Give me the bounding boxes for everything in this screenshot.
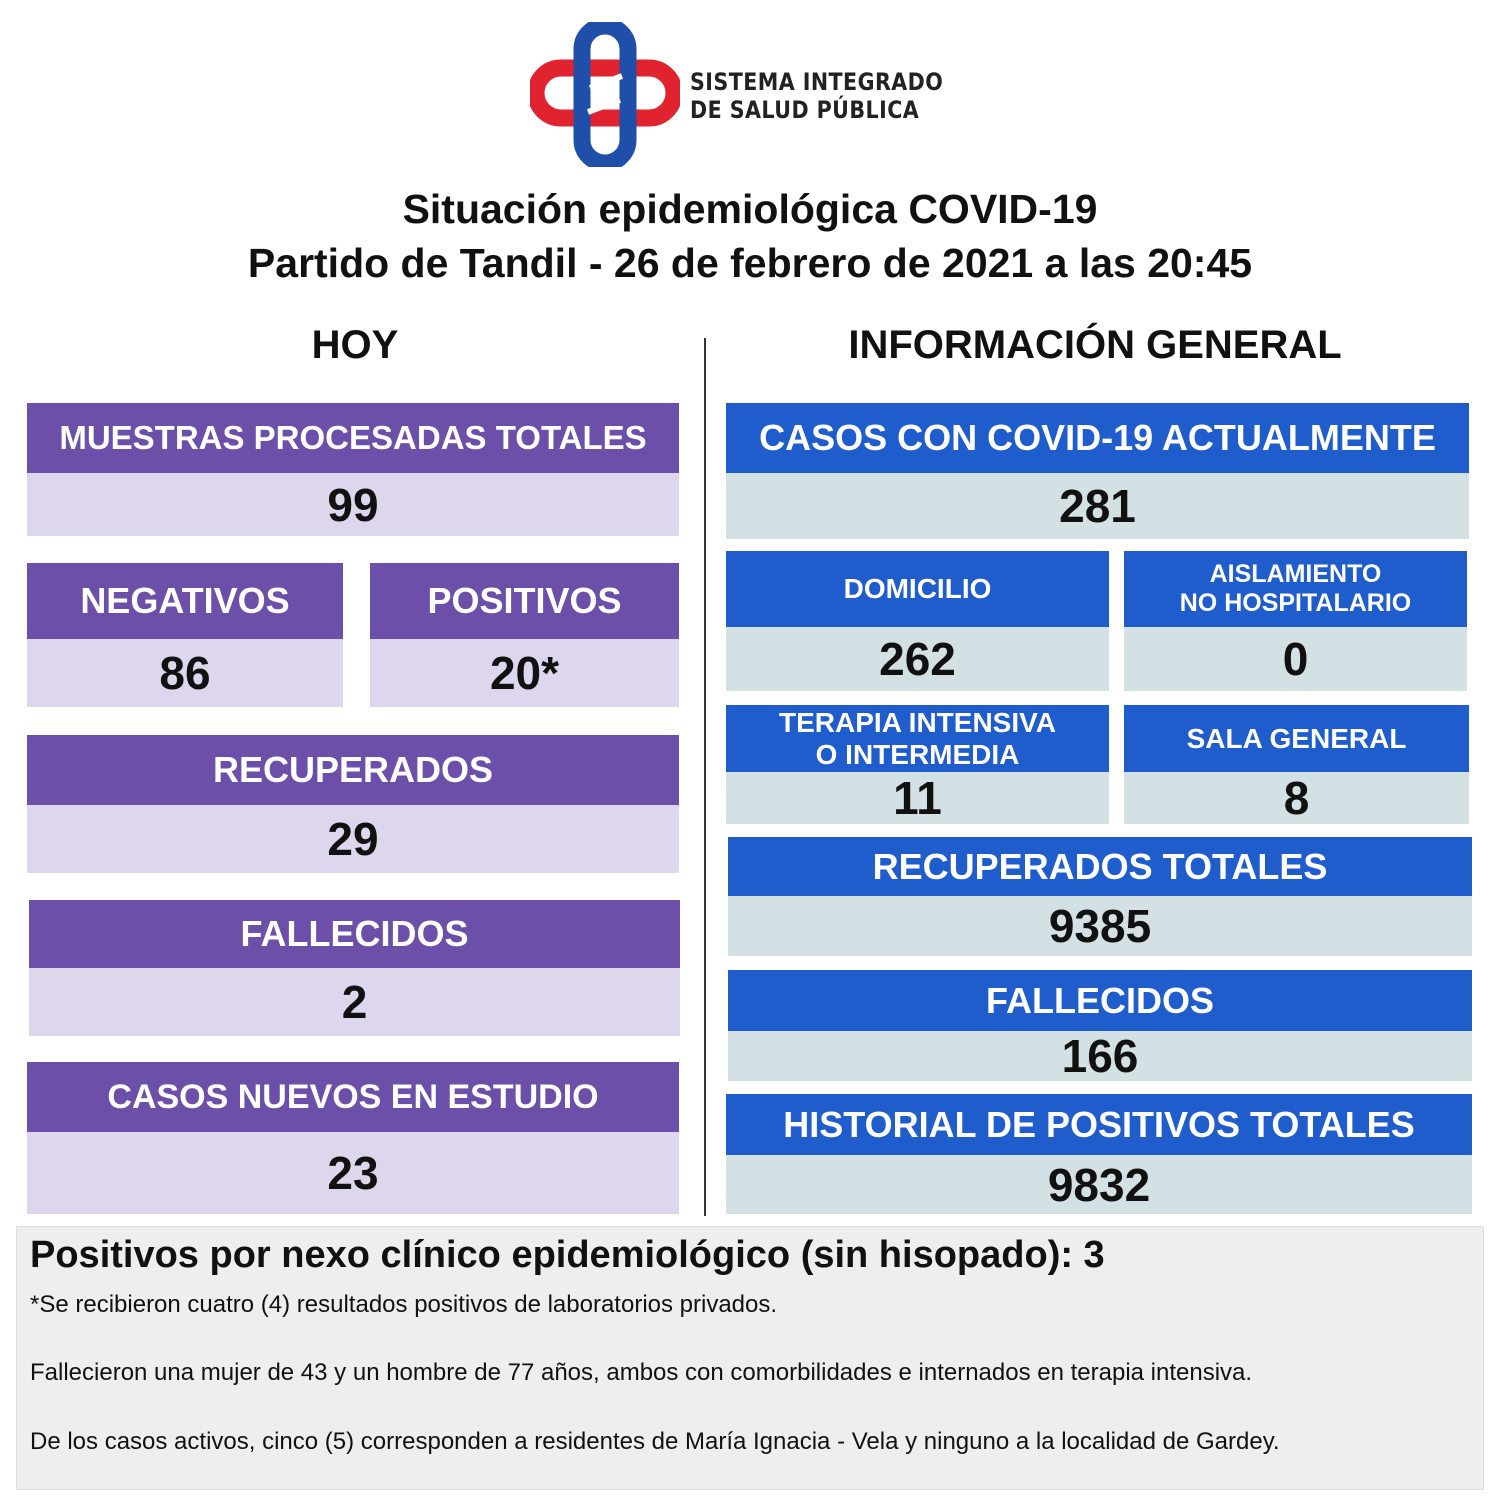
logo-line-2: DE SALUD PÚBLICA bbox=[690, 96, 920, 124]
casos-nuevos-header: CASOS NUEVOS EN ESTUDIO bbox=[27, 1062, 679, 1132]
logo-emblem bbox=[530, 22, 680, 167]
sala-general-value: 8 bbox=[1124, 772, 1469, 824]
negativos-header: NEGATIVOS bbox=[27, 563, 343, 639]
muestras-value: 99 bbox=[27, 473, 679, 536]
recuperados-totales-header: RECUPERADOS TOTALES bbox=[728, 837, 1472, 896]
heading-hoy: HOY bbox=[311, 323, 399, 367]
muestras-header: MUESTRAS PROCESADAS TOTALES bbox=[27, 403, 679, 473]
logo-text bbox=[690, 68, 943, 124]
casos-actuales-header: CASOS CON COVID-19 ACTUALMENTE bbox=[726, 403, 1469, 473]
fallecidos-totales-value: 166 bbox=[728, 1031, 1472, 1081]
historial-header: HISTORIAL DE POSITIVOS TOTALES bbox=[726, 1094, 1472, 1155]
column-divider bbox=[704, 338, 706, 1216]
nexo-clinico-text: Positivos por nexo clínico epidemiológico (sin hisopado): 3 bbox=[30, 1234, 1105, 1276]
title-line-1: Situación epidemiológica COVID-19 bbox=[402, 186, 1098, 232]
fallecidos-hoy-header: FALLECIDOS bbox=[29, 900, 680, 968]
note-casos-activos: De los casos activos, cinco (5) corresponden a residentes de María Ignacia - Vela y ninguno a la localidad de Gardey. bbox=[30, 1428, 1280, 1455]
terapia-header bbox=[726, 705, 1109, 772]
fallecidos-hoy-value: 2 bbox=[29, 968, 680, 1036]
domicilio-header: DOMICILIO bbox=[726, 551, 1109, 627]
note-laboratorios: *Se recibieron cuatro (4) resultados positivos de laboratorios privados. bbox=[30, 1291, 778, 1318]
title-line-2: Partido de Tandil - 26 de febrero de 2021 a las 20:45 bbox=[247, 240, 1253, 286]
recuperados-totales-value: 9385 bbox=[728, 896, 1472, 956]
terapia-value: 11 bbox=[726, 772, 1109, 824]
heading-informacion-general: INFORMACIÓN GENERAL bbox=[848, 323, 1342, 367]
historial-value: 9832 bbox=[726, 1155, 1472, 1214]
terapia-label-line-2: O INTERMEDIA bbox=[815, 738, 1020, 770]
aislamiento-header bbox=[1124, 551, 1467, 627]
casos-actuales-value: 281 bbox=[726, 473, 1469, 539]
recuperados-value: 29 bbox=[27, 805, 679, 873]
positivos-header: POSITIVOS bbox=[370, 563, 679, 639]
recuperados-header: RECUPERADOS bbox=[27, 735, 679, 805]
health-cross-logo-icon bbox=[530, 22, 680, 167]
negativos-value: 86 bbox=[27, 639, 343, 707]
note-fallecidos: Fallecieron una mujer de 43 y un hombre de 77 años, ambos con comorbilidades e internados en terapia intensiva. bbox=[30, 1359, 1253, 1386]
logo-line-1: SISTEMA INTEGRADO bbox=[690, 68, 944, 96]
casos-nuevos-value: 23 bbox=[27, 1132, 679, 1214]
aislamiento-value: 0 bbox=[1124, 627, 1467, 691]
fallecidos-totales-header: FALLECIDOS bbox=[728, 970, 1472, 1031]
domicilio-value: 262 bbox=[726, 627, 1109, 691]
sala-general-header: SALA GENERAL bbox=[1124, 705, 1469, 772]
positivos-value: 20* bbox=[370, 639, 679, 707]
aislamiento-label-line-1: AISLAMIENTO bbox=[1209, 560, 1382, 588]
terapia-label-line-1: TERAPIA INTENSIVA bbox=[779, 706, 1056, 738]
aislamiento-label-line-2: NO HOSPITALARIO bbox=[1179, 589, 1412, 617]
